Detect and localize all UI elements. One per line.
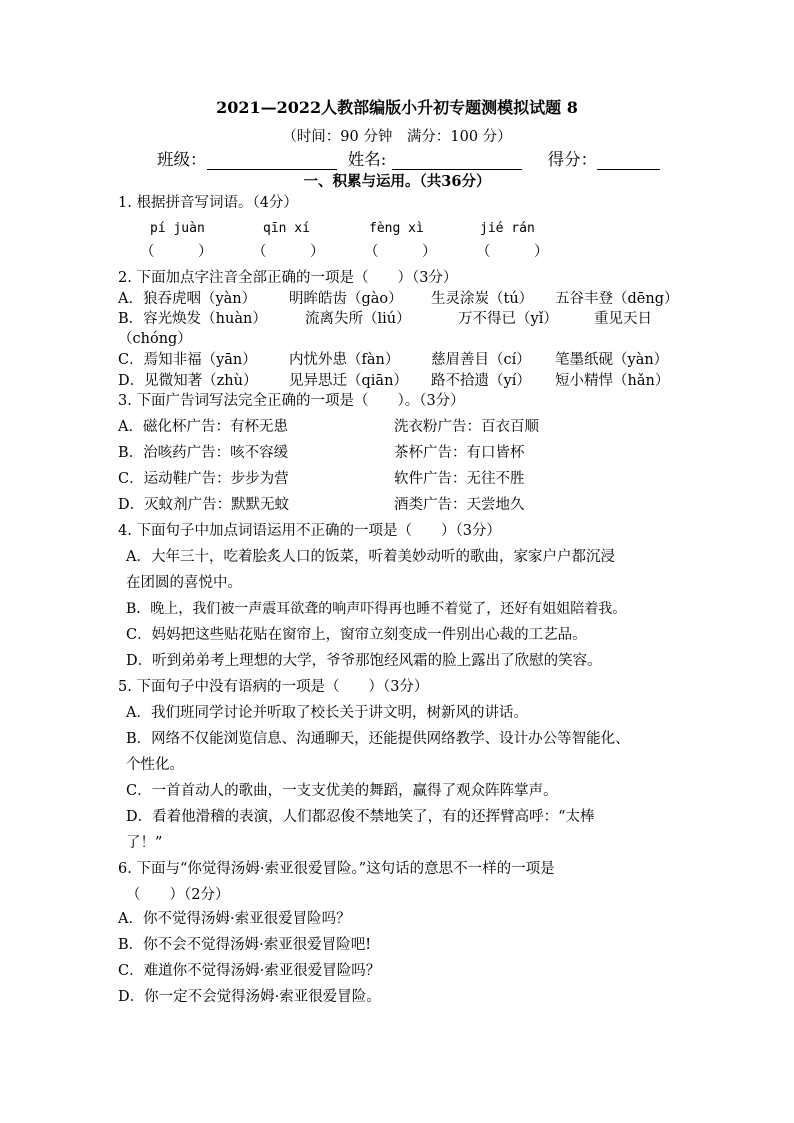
score-label: 得分： xyxy=(547,150,598,169)
q2-line-d xyxy=(0,371,794,391)
q1-blank-4[interactable]: （ ） xyxy=(476,244,549,260)
q6-stem-cont: （ ）（2分） xyxy=(126,887,230,903)
q4-option-c: C．妈妈把这些贴花贴在窗帘上，窗帘立刻变成一件别出心裁的工艺品。 xyxy=(126,627,587,643)
q2-b-1: B．容光焕发（huàn） xyxy=(118,311,267,327)
q2-a-4: 五谷丰登（dēng） xyxy=(555,291,679,307)
exam-title: 2021—2022人教部编版小升初专题测模拟试题 8 xyxy=(216,98,578,117)
q1-blank-1[interactable]: （ ） xyxy=(140,244,213,260)
q4-option-a-cont: 在团圆的喜悦中。 xyxy=(126,575,242,591)
q1-pinyin-3: fèng xì xyxy=(369,221,424,236)
q6-option-c: C．难道你不觉得汤姆·索亚很爱冒险吗？ xyxy=(118,963,381,979)
info-row xyxy=(157,150,660,170)
q2-line-a xyxy=(0,289,794,309)
class-label: 班级： xyxy=(157,150,207,169)
q6-option-b: B．你不会不觉得汤姆·索亚很爱冒险吧! xyxy=(118,937,372,953)
q2-d-2: 见异思迁（qiān） xyxy=(289,373,408,389)
q2-c-1: C．焉知非福（yān） xyxy=(118,352,257,368)
q3-a-left: A．磁化杯广告：有杯无患 xyxy=(118,419,288,435)
q3-row-a xyxy=(0,417,794,437)
q2-stem: 2. 下面加点字注音全部正确的一项是（ ）（3分） xyxy=(118,270,458,286)
q5-option-a: A．我们班同学讨论并听取了校长关于讲文明，树新风的讲话。 xyxy=(126,705,528,721)
q2-d-1: D．见微知著（zhù） xyxy=(118,373,258,389)
q4-option-b: B．晚上，我们被一声震耳欲聋的响声吓得再也睡不着觉了，还好有姐姐陪着我。 xyxy=(126,601,627,617)
q5-option-b: B．网络不仅能浏览信息、沟通聊天，还能提供网络教学、设计办公等智能化、 xyxy=(126,731,630,747)
q3-row-b xyxy=(0,443,794,463)
q5-option-d: D．看着他滑稽的表演，人们都忍俊不禁地笑了，有的还挥臂高呼：“太棒 xyxy=(126,809,595,825)
q1-pinyin-2: qīn xí xyxy=(263,221,310,236)
q3-b-right: 茶杯广告：有口皆杯 xyxy=(394,445,525,461)
q2-c-4: 笔墨纸砚（yàn） xyxy=(555,352,669,368)
q2-c-3: 慈眉善目（cí） xyxy=(431,352,531,368)
score-field[interactable] xyxy=(597,153,660,170)
q5-stem: 5. 下面句子中没有语病的一项是（ ）（3分） xyxy=(118,679,429,695)
q3-d-right: 酒类广告：天尝地久 xyxy=(394,497,525,513)
q3-d-left: D．灭蚊剂广告：默默无蚊 xyxy=(118,497,290,513)
q6-option-d: D．你一定不会觉得汤姆·索亚很爱冒险。 xyxy=(118,989,381,1005)
section-heading: 一、积累与运用。（共36分） xyxy=(303,173,491,190)
q3-a-right: 洗衣粉广告：百衣百顺 xyxy=(394,419,539,435)
q3-c-left: C．运动鞋广告：步步为营 xyxy=(118,471,289,487)
q3-b-left: B．治咳药广告：咳不容缓 xyxy=(118,445,289,461)
q3-row-d xyxy=(0,495,794,515)
q2-a-3: 生灵涂炭（tú） xyxy=(431,291,534,307)
q1-pinyin-1: pí juàn xyxy=(150,221,205,236)
name-label: 姓名: xyxy=(347,150,387,169)
q4-option-d: D．听到弟弟考上理想的大学，爷爷那饱经风霜的脸上露出了欣慰的笑容。 xyxy=(126,653,602,669)
q2-line-b xyxy=(0,309,794,329)
q1-blank-2[interactable]: （ ） xyxy=(252,244,325,260)
q2-a-2: 明眸皓齿（gào） xyxy=(289,291,403,307)
q2-b-2: 流离失所（liú） xyxy=(305,311,411,327)
q2-d-3: 路不拾遗（yí） xyxy=(431,373,531,389)
q2-b-3: 万不得已（yǐ） xyxy=(458,311,558,327)
q5-option-b-cont: 个性化。 xyxy=(126,757,184,773)
q2-line-c xyxy=(0,350,794,370)
q4-option-a: A．大年三十，吃着脍炙人口的饭菜，听着美妙动听的歌曲，家家户户都沉浸 xyxy=(126,549,615,565)
q3-row-c xyxy=(0,469,794,489)
q2-b-4: 重见天日 xyxy=(594,311,652,327)
q2-d-4: 短小精悍（hǎn） xyxy=(555,373,670,389)
q5-option-c: C．一首首动人的歌曲，一支支优美的舞蹈，赢得了观众阵阵掌声。 xyxy=(126,783,558,799)
exam-subtitle: （时间：90 分钟 满分：100 分） xyxy=(282,129,512,145)
q6-option-a: A．你不觉得汤姆·索亚很爱冒险吗？ xyxy=(118,911,351,927)
q1-pinyin-row xyxy=(0,219,794,239)
q2-a-1: A．狼吞虎咽（yàn） xyxy=(118,291,257,307)
q1-pinyin-4: jié rán xyxy=(480,221,535,236)
q1-blank-row xyxy=(0,242,794,262)
q6-stem: 6. 下面与“你觉得汤姆·索亚很爱冒险。”这句话的意思不一样的一项是 xyxy=(118,861,555,877)
q1-blank-3[interactable]: （ ） xyxy=(364,244,437,260)
class-field[interactable] xyxy=(207,153,337,170)
q1-stem: 1. 根据拼音写词语。（4分） xyxy=(118,195,298,211)
q4-stem: 4. 下面句子中加点词语运用不正确的一项是（ ）（3分） xyxy=(118,523,501,539)
q5-option-d-cont: 了！” xyxy=(126,835,163,851)
q2-c-2: 内忧外患（fàn） xyxy=(289,352,400,368)
q3-stem: 3. 下面广告词写法完全正确的一项是（ ）。（3分） xyxy=(118,393,465,409)
q3-c-right: 软件广告：无往不胜 xyxy=(394,471,525,487)
q2-line-b-cont: （chóng） xyxy=(118,331,192,347)
name-field[interactable] xyxy=(392,153,522,170)
